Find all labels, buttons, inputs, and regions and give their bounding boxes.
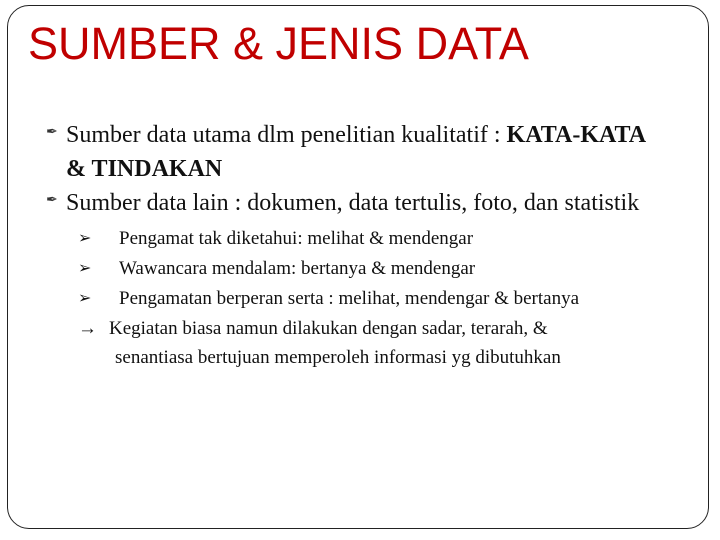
scroll-bullet-icon: ✒ <box>46 125 58 140</box>
bullet-text: Sumber data lain : dokumen, data tertulis, foto, dan statistik <box>66 190 640 216</box>
arrowhead-bullet-icon: ➢ <box>78 260 92 277</box>
sub-item-text: Wawancara mendalam: bertanya & mendengar <box>119 258 476 279</box>
note-line-1: Kegiatan biasa namun dilakukan dengan sadar, terarah, & <box>109 318 548 339</box>
sub-item-text: Pengamatan berperan serta : melihat, mendengar & bertanya <box>119 288 580 309</box>
note-line-2: senantiasa bertujuan memperoleh informasi yg dibutuhkan <box>115 347 561 368</box>
slide-body <box>46 118 666 372</box>
bullet-emphasis: KATA-KATA & TINDAKAN <box>66 122 645 182</box>
sub-list <box>46 224 666 372</box>
arrowhead-bullet-icon: ➢ <box>78 290 92 307</box>
right-arrow-icon: → <box>78 318 97 339</box>
sub-list-item <box>78 224 666 254</box>
bullet-text: Sumber data utama dlm penelitian kualitatif : <box>66 122 507 148</box>
sub-list-item <box>78 284 666 314</box>
bullet-item-main-source <box>46 118 666 186</box>
sub-item-text: Pengamat tak diketahui: melihat & mendengar <box>119 228 474 249</box>
scroll-bullet-icon: ✒ <box>46 193 58 208</box>
sub-list-item <box>78 254 666 284</box>
slide-title: SUMBER & JENIS DATA <box>28 18 529 69</box>
arrowhead-bullet-icon: ➢ <box>78 230 92 247</box>
note-item <box>78 314 666 372</box>
bullet-item-other-source <box>46 186 666 220</box>
